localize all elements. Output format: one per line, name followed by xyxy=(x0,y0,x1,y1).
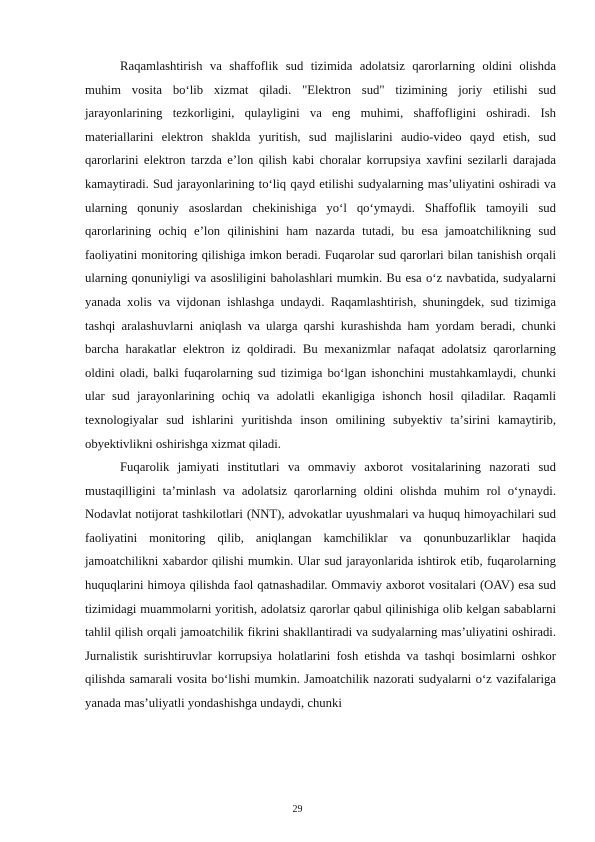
paragraph-digitalization: Raqamlashtirish va shaffoflik sud tizimida adolatsiz qarorlarning oldini olishda muhim vosita boʻlib xizmat qiladi. "Elektron sud" tizimining joriy etilishi sud jarayonlarining tezkorligini, qulayligini va eng muhimi, shaffofligini oshiradi. Ish materiallarini elektron shaklda yuritish, sud majlislarini audio-video qayd etish, sud qarorlarini elektron tarzda eʼlon qilish kabi choralar korrupsiya xavfini sezilarli darajada kamaytiradi. Sud jarayonlarining toʻliq qayd etilishi sudyalarning masʼuliyatini oshiradi va ularning qonuniy asoslardan chekinishiga yoʻl qoʻymaydi. Shaffoflik tamoyili sud qarorlarining ochiq eʼlon qilinishini ham nazarda tutadi, bu esa jamoatchilikning sud faoliyatini monitoring qilishiga imkon beradi. Fuqarolar sud qarorlari bilan tanishish orqali ularning qonuniyligi va asosliligini baholashlari mumkin. Bu esa oʻz navbatida, sudyalarni yanada xolis va vijdonan ishlashga undaydi. Raqamlashtirish, shuningdek, sud tizimiga tashqi aralashuvlarni aniqlash va ularga qarshi kurashishda ham yordam beradi, chunki barcha harakatlar elektron iz qoldiradi. Bu mexanizmlar nafaqat adolatsiz qarorlarning oldini oladi, balki fuqarolarning sud tizimiga boʻlgan ishonchini mustahkamlaydi, chunki ular sud jarayonlarining ochiq va adolatli ekanligiga ishonch hosil qiladilar. Raqamli texnologiyalar sud ishlarini yuritishda inson omilining subyektiv taʼsirini kamaytirib, obyektivlikni oshirishga xizmat qiladi. xyxy=(85,59,556,451)
page-number: 29 xyxy=(292,804,303,815)
body-text xyxy=(85,55,556,716)
paragraph-civil-society: Fuqarolik jamiyati institutlari va ommaviy axborot vositalarining nazorati sud mustaqilligini taʼminlash va adolatsiz qarorlarning oldini olishda muhim rol oʻynaydi. Nodavlat notijorat tashkilotlari (NNT), advokatlar uyushmalari va huquq himoyachilari sud faoliyatini monitoring qilib, aniqlangan kamchiliklar va qonunbuzarliklar haqida jamoatchilikni xabardor qilishi mumkin. Ular sud jarayonlarida ishtirok etib, fuqarolarning huquqlarini himoya qilishda faol qatnashadilar. Ommaviy axborot vositalari (OAV) esa sud tizimidagi muammolarni yoritish, adolatsiz qarorlar qabul qilinishiga olib kelgan sabablarni tahlil qilish orqali jamoatchilik fikrini shakllantiradi va sudyalarning masʼuliyatini oshiradi. Jurnalistik surishtiruvlar korrupsiya holatlarini fosh etishda va tashqi bosimlarni oshkor qilishda samarali vosita boʻlishi mumkin. Jamoatchilik nazorati sudyalarni oʻz vazifalariga yanada masʼuliyatli yondashishga undaydi, chunki xyxy=(85,460,556,711)
